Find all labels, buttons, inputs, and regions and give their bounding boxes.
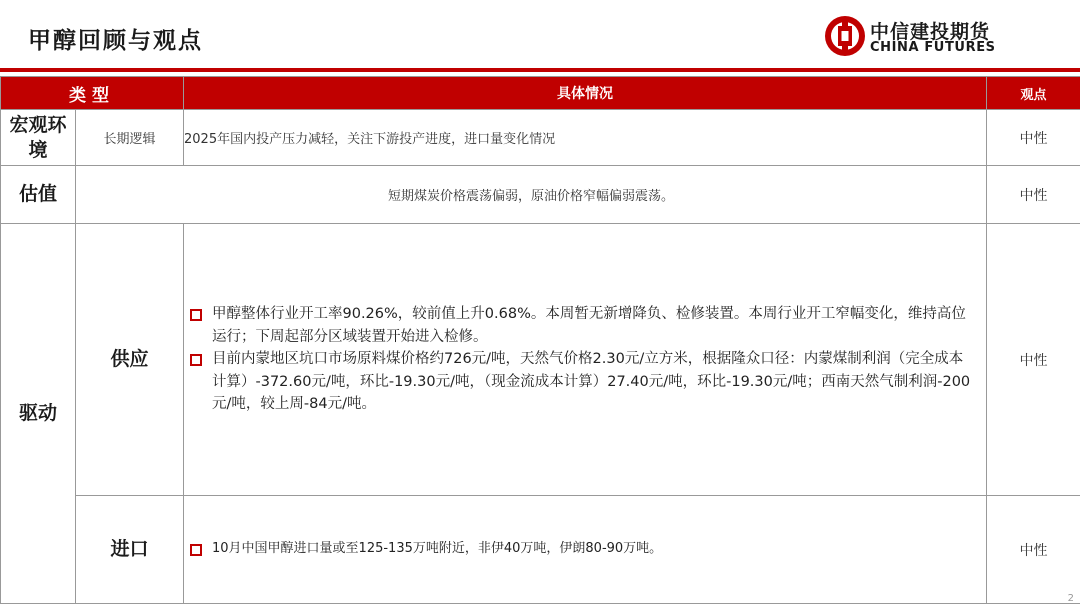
supply-detail [184,224,987,496]
supply-bullet-1: 甲醇整体行业开工率90.26%，较前值上升0.68%。本周暂无新增降负、检修装置。本周行业开工窄幅变化，维持高位运行；下周起部分区域装置开始进入检修。 [190,303,976,348]
checkbox-bullet-icon [190,309,202,321]
macro-sub-label: 长期逻辑 [76,110,184,166]
citic-logo-icon [823,14,867,58]
methanol-review-table [0,76,1080,604]
valuation-detail: 短期煤炭价格震荡偏弱，原油价格窄幅偏弱震荡。 [76,166,987,224]
header-rule [0,68,1080,72]
checkbox-bullet-icon [190,544,202,556]
valuation-label: 估值 [1,166,76,224]
macro-label: 宏观环境 [1,110,76,166]
table-row-supply [1,224,1080,496]
import-view: 中性 [987,496,1080,604]
supply-label: 供应 [76,224,184,496]
import-detail [184,496,987,604]
checkbox-bullet-icon [190,354,202,366]
table-header-row [1,77,1080,110]
logo-english-name: CHINA FUTURES [870,40,996,55]
header-view: 观点 [987,77,1080,110]
logo-chinese-name: 中信建投期货 [870,21,991,43]
page-number: 2 [1067,593,1074,604]
header-detail: 具体情况 [184,77,987,110]
import-label: 进口 [76,496,184,604]
table-row-macro [1,110,1080,166]
page-title: 甲醇回顾与观点 [28,28,203,54]
macro-detail: 2025年国内投产压力减轻，关注下游投产进度，进口量变化情况 [184,110,987,166]
company-logo [823,14,1008,60]
supply-bullet-2: 目前内蒙地区坑口市场原料煤价格约726元/吨，天然气价格2.30元/立方米，根据隆众口径：内蒙煤制利润（完全成本计算）-372.60元/吨，环比-19.30元/吨，（现金流成本计算）27.40元/吨，环比-19.30元/吨；西南天然气制利润-200元/吨，较上周-84元/吨。 [190,348,976,416]
valuation-view: 中性 [987,166,1080,224]
table-row-import [1,496,1080,604]
header-type: 类型 [1,77,184,110]
macro-view: 中性 [987,110,1080,166]
drivers-label: 驱动 [1,224,76,604]
import-bullet-1: 10月中国甲醇进口量或至125-135万吨附近，非伊40万吨，伊朗80-90万吨。 [190,538,976,561]
supply-view: 中性 [987,224,1080,496]
table-row-valuation [1,166,1080,224]
